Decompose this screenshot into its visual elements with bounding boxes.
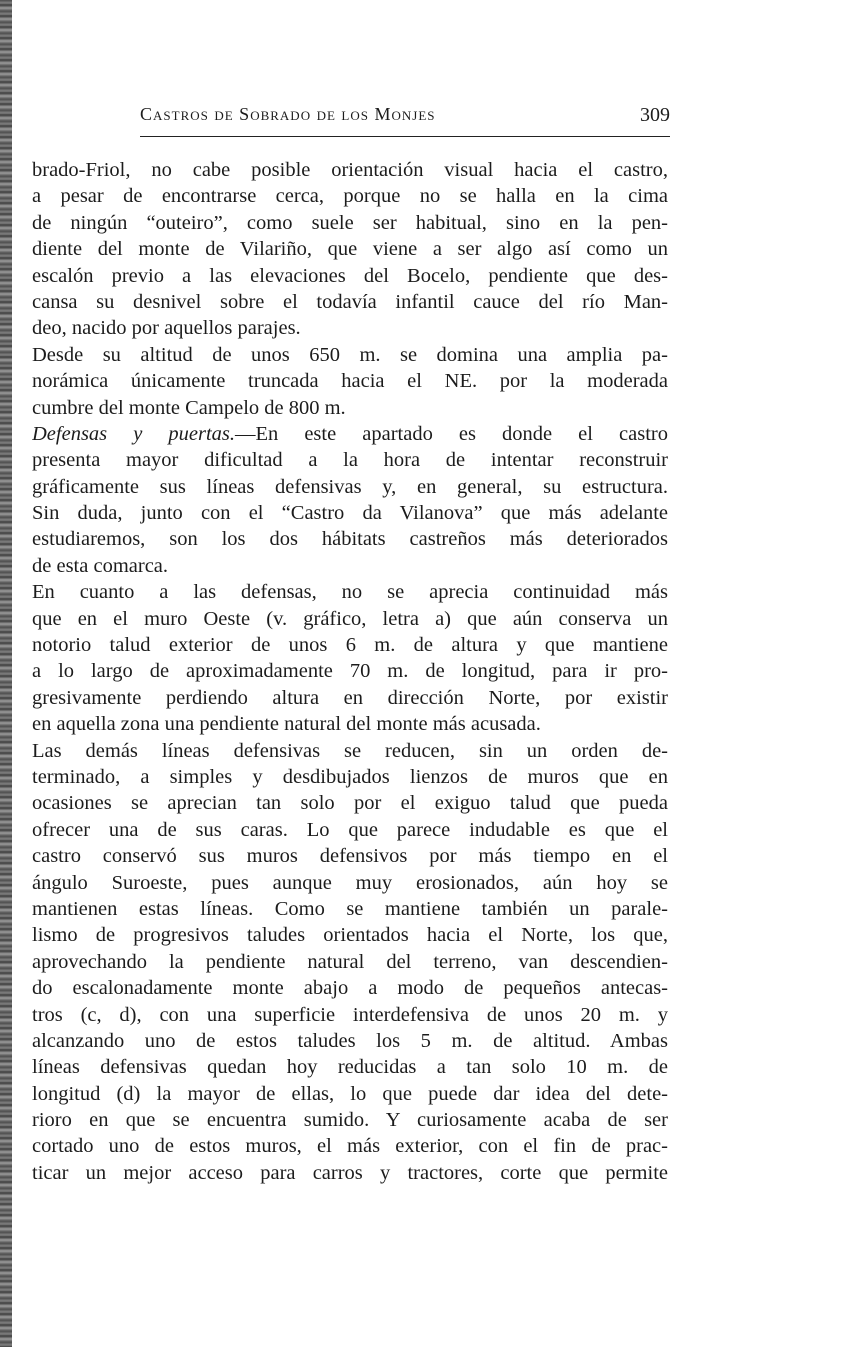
text-line: Las demás líneas defensivas se reducen, sin un orden de- — [32, 739, 668, 762]
text-line: gresivamente perdiendo altura en dirección Norte, por existir — [32, 686, 668, 709]
page-number: 309 — [640, 104, 670, 126]
text-line: terminado, a simples y desdibujados lienzos de muros que en — [32, 765, 668, 788]
paragraph-3 — [32, 421, 668, 579]
text-line: a pesar de encontrarse cerca, porque no se halla en la cima — [32, 185, 668, 208]
text-line: ángulo Suroeste, pues aunque muy erosionados, aún hoy se — [32, 871, 668, 894]
header-rule — [140, 136, 670, 137]
text-line: ofrecer una de sus caras. Lo que parece indudable es que el — [32, 818, 668, 841]
page-binding-edge — [0, 0, 12, 1347]
text-line: En cuanto a las defensas, no se aprecia continuidad más — [32, 581, 668, 604]
text-line: mantienen estas líneas. Como se mantiene también un parale- — [32, 897, 668, 920]
text-line: ticar un mejor acceso para carros y tractores, corte que permite — [32, 1161, 668, 1184]
text-line: castro conservó sus muros defensivos por más tiempo en el — [32, 845, 668, 868]
text-line: líneas defensivas quedan hoy reducidas a tan solo 10 m. de — [32, 1056, 668, 1079]
paragraph-1 — [32, 157, 668, 342]
text-line-rest: —En este apartado es donde el castro — [235, 422, 668, 445]
text-line: estudiaremos, son los dos hábitats castreños más deteriorados — [32, 528, 668, 551]
text-line: cortado uno de estos muros, el más exterior, con el fin de prac- — [32, 1135, 668, 1158]
text-line: en aquella zona una pendiente natural del monte más acusada. — [32, 713, 541, 736]
text-line: de esta comarca. — [32, 554, 169, 577]
text-line: presenta mayor dificultad a la hora de intentar reconstruir — [32, 449, 668, 472]
text-line: tros (c, d), con una superficie interdefensiva de unos 20 m. y — [32, 1003, 668, 1026]
paragraph-2 — [32, 342, 668, 421]
text-line: deo, nacido por aquellos parajes. — [32, 317, 301, 340]
text-line: a lo largo de aproximadamente 70 m. de longitud, para ir pro- — [32, 660, 668, 683]
text-line: lismo de progresivos taludes orientados hacia el Norte, los que, — [32, 924, 668, 947]
text-line: notorio talud exterior de unos 6 m. de altura y que mantiene — [32, 634, 668, 657]
text-line: Sin duda, junto con el “Castro da Vilanova” que más adelante — [32, 502, 668, 525]
text-line: brado-Friol, no cabe posible orientación visual hacia el castro, — [32, 159, 668, 181]
paragraph-4 — [32, 579, 668, 737]
text-line: que en el muro Oeste (v. gráfico, letra a) que aún conserva un — [32, 607, 668, 630]
text-line: do escalonadamente monte abajo a modo de pequeños antecas- — [32, 977, 668, 1000]
text-line: escalón previo a las elevaciones del Bocelo, pendiente que des- — [32, 264, 668, 287]
text-line: Desde su altitud de unos 650 m. se domina una amplia pa- — [32, 343, 668, 366]
text-line: de ningún “outeiro”, como suele ser habitual, sino en la pen- — [32, 211, 668, 234]
text-line: diente del monte de Vilariño, que viene a ser algo así como un — [32, 238, 668, 261]
text-line: longitud (d) la mayor de ellas, lo que puede dar idea del dete- — [32, 1082, 668, 1105]
text-line: aprovechando la pendiente natural del terreno, van descendien- — [32, 950, 668, 973]
text-line: norámica únicamente truncada hacia el NE. por la moderada — [32, 370, 668, 393]
running-title: Castros de Sobrado de los Monjes — [140, 104, 436, 124]
paragraph-5 — [32, 738, 668, 1187]
text-line-with-heading — [32, 421, 668, 447]
text-line: gráficamente sus líneas defensivas y, en general, su estructura. — [32, 475, 668, 498]
text-line: rioro en que se encuentra sumido. Y curiosamente acaba de ser — [32, 1109, 668, 1132]
body-text — [32, 157, 668, 1186]
text-line: ocasiones se aprecian tan solo por el exiguo talud que pueda — [32, 792, 668, 815]
running-head — [140, 104, 670, 134]
text-line: cumbre del monte Campelo de 800 m. — [32, 396, 346, 419]
section-heading-italic: Defensas y puertas. — [32, 422, 235, 445]
text-line: alcanzando uno de estos taludes los 5 m. de altitud. Ambas — [32, 1029, 668, 1052]
text-line: cansa su desnivel sobre el todavía infantil cauce del río Man- — [32, 290, 668, 313]
